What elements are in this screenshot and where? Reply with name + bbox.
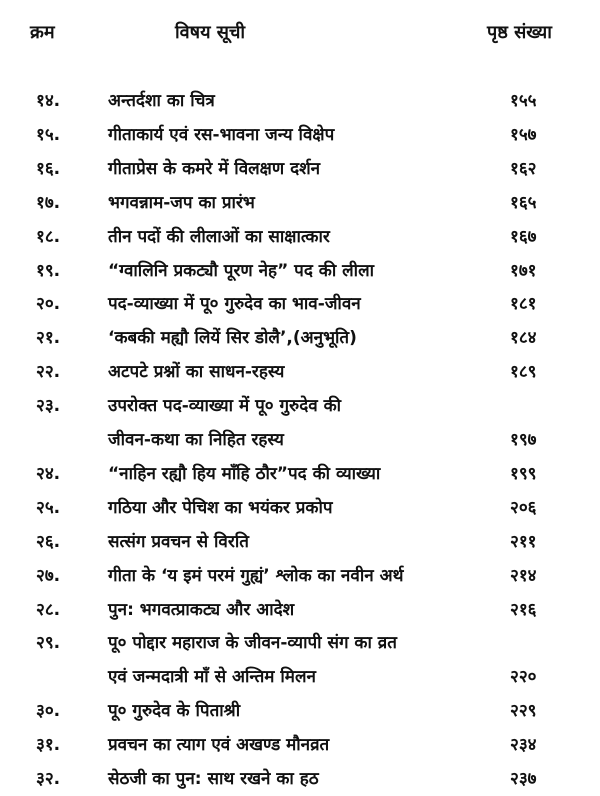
entry-page-number: २१४ bbox=[510, 565, 537, 586]
toc-entry-line bbox=[0, 694, 600, 728]
entry-page-number: २११ bbox=[510, 531, 537, 552]
entry-page-number: १६२ bbox=[510, 158, 537, 179]
toc-entry-line bbox=[0, 152, 600, 186]
toc-entry-line bbox=[0, 321, 600, 355]
entry-number: १५. bbox=[36, 124, 61, 145]
column-header-number: क्रम bbox=[30, 22, 55, 43]
entry-number: २७. bbox=[36, 565, 61, 586]
entry-page-number: १९९ bbox=[510, 463, 537, 484]
entry-number: १९. bbox=[36, 260, 61, 281]
toc-entry-line bbox=[0, 84, 600, 118]
toc-entry-line bbox=[0, 186, 600, 220]
entry-title: गठिया और पेचिश का भयंकर प्रकोप bbox=[108, 497, 333, 518]
entry-page-number: १५५ bbox=[510, 91, 537, 111]
toc-entry-line bbox=[0, 254, 600, 288]
entry-title: जीवन-कथा का निहित रहस्य bbox=[108, 430, 284, 450]
entry-page-number: १६५ bbox=[510, 192, 537, 213]
entry-number: १४. bbox=[36, 91, 61, 111]
column-header-page: पृष्ठ संख्या bbox=[487, 22, 552, 43]
entry-number: २४. bbox=[36, 463, 61, 484]
toc-entry-line bbox=[0, 220, 600, 254]
entry-page-number: १८९ bbox=[510, 362, 537, 383]
entry-number: १६. bbox=[36, 158, 61, 179]
entry-number: २८. bbox=[36, 599, 61, 620]
entry-title: “नाहिन रह्यौ हिय माँहि ठौर”पद की व्याख्या bbox=[108, 463, 381, 484]
entry-title: अन्तर्दशा का चित्र bbox=[108, 91, 215, 111]
toc-entry-line bbox=[0, 626, 600, 660]
entry-page-number: २१६ bbox=[510, 599, 537, 620]
entry-title: गीता के ‘य इमं परमं गुह्यं’ श्लोक का नवीन अर्थ bbox=[108, 565, 404, 586]
toc-entry-line bbox=[0, 491, 600, 525]
toc-entry-line bbox=[0, 660, 600, 694]
entry-number: २६. bbox=[36, 531, 61, 552]
entry-page-number: २०६ bbox=[510, 497, 537, 518]
toc-entry-line bbox=[0, 457, 600, 491]
toc-entry-line bbox=[0, 423, 600, 457]
entry-page-number: २२० bbox=[510, 667, 537, 688]
entry-title: “ग्वालिनि प्रकट्यौ पूरण नेह” पद की लीला bbox=[108, 260, 375, 281]
toc-entry-line bbox=[0, 728, 600, 762]
entry-title: भगवन्नाम-जप का प्रारंभ bbox=[108, 192, 255, 213]
entry-number: ३२. bbox=[36, 769, 61, 789]
toc-entry-line bbox=[0, 287, 600, 321]
toc-entry-line bbox=[0, 525, 600, 559]
entry-number: १७. bbox=[36, 192, 61, 213]
entry-number: ३०. bbox=[36, 701, 61, 722]
toc-entry-line bbox=[0, 559, 600, 593]
entry-page-number: १६७ bbox=[510, 226, 537, 247]
column-header-contents: विषय सूची bbox=[175, 22, 246, 43]
entry-title: प्रवचन का त्याग एवं अखण्ड मौनव्रत bbox=[108, 735, 330, 756]
entry-title: सेठजी का पुन: साथ रखने का हठ bbox=[108, 769, 319, 789]
toc-entry-line bbox=[0, 762, 600, 796]
entry-title: पुन: भगवत्प्राकट्य और आदेश bbox=[108, 599, 295, 620]
entry-title: गीताप्रेस के कमरे में विलक्षण दर्शन bbox=[108, 158, 321, 179]
entry-title: एवं जन्मदात्री माँ से अन्तिम मिलन bbox=[108, 667, 316, 688]
entry-page-number: २२९ bbox=[510, 701, 537, 722]
entry-page-number: १९७ bbox=[510, 430, 537, 450]
entry-number: २१. bbox=[36, 328, 61, 349]
entry-page-number: १८१ bbox=[510, 294, 537, 315]
entry-number: २५. bbox=[36, 497, 61, 518]
toc-entry-line bbox=[0, 355, 600, 389]
entry-page-number: १८४ bbox=[510, 328, 537, 349]
entry-number: १८. bbox=[36, 226, 61, 247]
entry-title: ‘कबकी मह्यौ लियें सिर डोलै’,(अनुभूति) bbox=[108, 328, 357, 349]
entry-number: २२. bbox=[36, 362, 61, 383]
entry-page-number: २३७ bbox=[510, 769, 537, 789]
entry-title: गीताकार्य एवं रस-भावना जन्य विक्षेप bbox=[108, 124, 335, 145]
entry-page-number: १५७ bbox=[510, 124, 537, 145]
entry-number: २३. bbox=[36, 396, 61, 417]
entry-number: ३१. bbox=[36, 735, 61, 756]
toc-entry-line bbox=[0, 389, 600, 423]
entry-page-number: २३४ bbox=[510, 735, 537, 756]
entry-title: सत्संग प्रवचन से विरति bbox=[108, 531, 249, 552]
entry-page-number: १७१ bbox=[510, 260, 537, 281]
entry-title: पद-व्याख्या में पू० गुरुदेव का भाव-जीवन bbox=[108, 294, 361, 315]
entry-number: २०. bbox=[36, 294, 61, 315]
entry-title: उपरोक्त पद-व्याख्या में पू० गुरुदेव की bbox=[108, 396, 342, 417]
toc-entry-line bbox=[0, 118, 600, 152]
toc-entry-line bbox=[0, 593, 600, 627]
entry-title: अटपटे प्रश्नों का साधन-रहस्य bbox=[108, 362, 285, 383]
entry-title: पू० गुरुदेव के पिताश्री bbox=[108, 701, 241, 722]
entry-title: पू० पोद्दार महाराज के जीवन-व्यापी संग का व्रत bbox=[108, 633, 397, 654]
entry-number: २९. bbox=[36, 633, 61, 654]
entry-title: तीन पदों की लीलाओं का साक्षात्कार bbox=[108, 226, 330, 247]
